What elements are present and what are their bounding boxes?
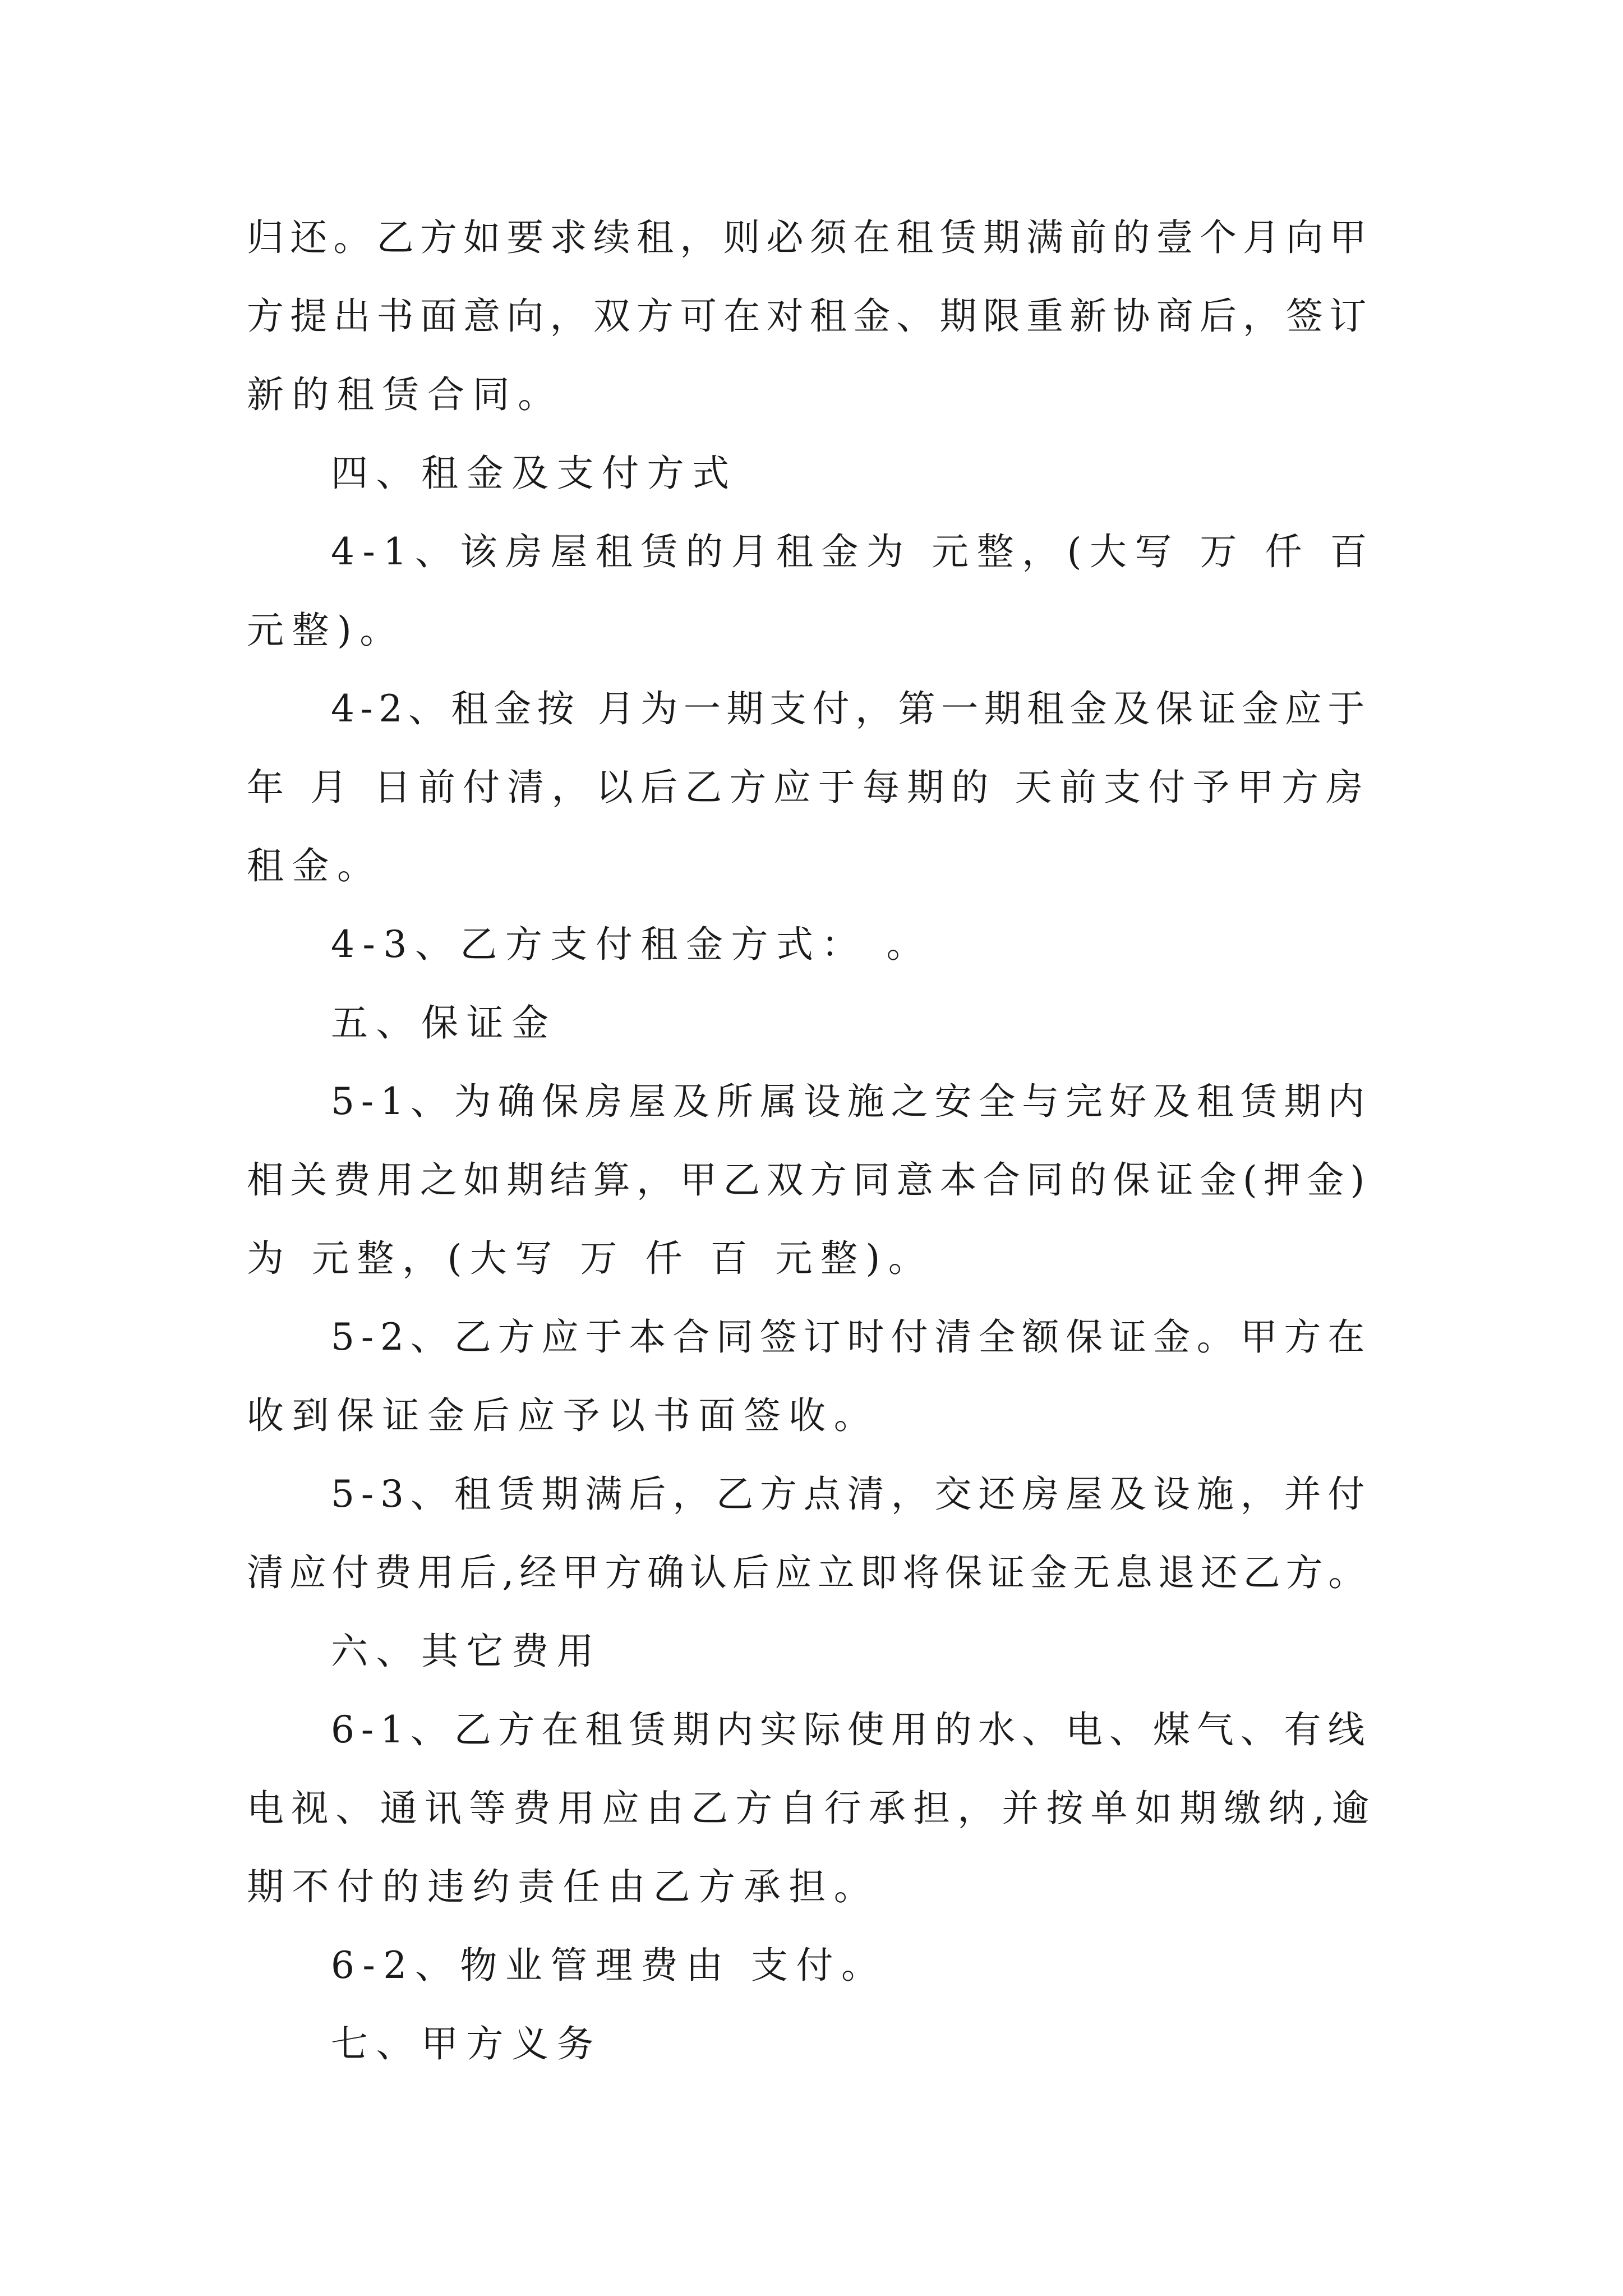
text-line-9: 租金。	[247, 844, 382, 887]
clause-5-2: 5-2、乙方应于本合同签订时付清全额保证金。甲方在	[331, 1315, 1372, 1359]
section-heading-5: 五、保证金	[331, 1001, 557, 1045]
text-line-21: 电视、通讯等费用应由乙方自行承担，并按单如期缴纳,逾	[247, 1787, 1377, 1830]
clause-4-1: 4-1、该房屋租赁的月租金为 元整，(大写 万 仟 百	[331, 530, 1375, 573]
text-line-22: 期不付的违约责任由乙方承担。	[247, 1865, 879, 1908]
clause-6-2: 6-2、物业管理费由 支付。	[331, 1944, 887, 1987]
text-line-1: 归还。乙方如要求续租，则必须在租赁期满前的壹个月向甲	[247, 216, 1373, 259]
clause-5-3: 5-3、租赁期满后，乙方点清，交还房屋及设施，并付	[331, 1473, 1372, 1516]
clause-6-1: 6-1、乙方在租赁期内实际使用的水、电、煤气、有线	[331, 1708, 1372, 1751]
section-heading-4: 四、租金及支付方式	[331, 452, 737, 495]
clause-4-3: 4-3、乙方支付租金方式： 。	[331, 923, 932, 966]
text-line-14: 为 元整，(大写 万 仟 百 元整)。	[247, 1237, 934, 1280]
text-line-18: 清应付费用后,经甲方确认后应立即将保证金无息退还乙方。	[247, 1551, 1371, 1594]
text-line-8: 年 月 日前付清，以后乙方应于每期的 天前支付予甲方房	[247, 766, 1371, 809]
text-line-6: 元整)。	[247, 609, 405, 652]
section-heading-7: 七、甲方义务	[331, 2022, 602, 2065]
text-line-13: 相关费用之如期结算，甲乙双方同意本合同的保证金(押金)	[247, 1158, 1371, 1202]
text-line-16: 收到保证金后应予以书面签收。	[247, 1394, 879, 1437]
clause-5-1: 5-1、为确保房屋及所属设施之安全与完好及租赁期内	[331, 1080, 1372, 1123]
text-line-2: 方提出书面意向，双方可在对租金、期限重新协商后，签订	[247, 295, 1373, 338]
text-line-3: 新的租赁合同。	[247, 373, 563, 416]
clause-4-2: 4-2、租金按 月为一期支付，第一期租金及保证金应于	[331, 687, 1371, 730]
section-heading-6: 六、其它费用	[331, 1630, 602, 1673]
